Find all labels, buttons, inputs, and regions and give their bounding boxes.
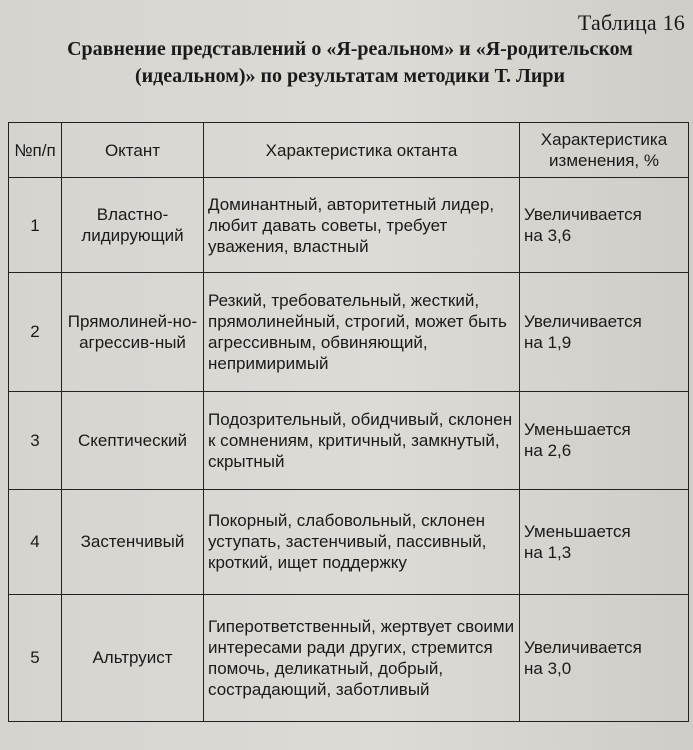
row-num: 4 — [9, 490, 62, 595]
row-num: 2 — [9, 272, 62, 391]
row-characteristic: Подозрительный, обидчивый, склонен к сомнениям, критичный, замкнутый, скрытный — [204, 391, 520, 489]
header-octant: Октант — [62, 123, 204, 178]
row-characteristic: Покорный, слабовольный, склонен уступать, застенчивый, пассивный, кроткий, ищет поддержку — [204, 490, 520, 595]
change-direction: Увеличивается — [524, 311, 642, 331]
change-direction: Увеличивается — [524, 637, 642, 657]
row-octant: Прямолиней-но-агрессив-ный — [62, 272, 204, 391]
row-change — [520, 594, 689, 721]
table-row — [9, 490, 689, 595]
header-num: №п/п — [9, 123, 62, 178]
change-value: на 1,3 — [524, 542, 572, 562]
row-num: 5 — [9, 594, 62, 721]
row-characteristic: Доминантный, авторитетный лидер, любит давать советы, требует уважения, властный — [204, 178, 520, 272]
row-characteristic: Резкий, требовательный, жесткий, прямолинейный, строгий, может быть агрессивным, обвиняющий, непримиримый — [204, 272, 520, 391]
table-label: Таблица 16 — [577, 10, 685, 35]
row-octant: Властно-лидирующий — [62, 178, 204, 272]
change-value: на 3,6 — [524, 226, 572, 246]
row-octant: Застенчивый — [62, 490, 204, 595]
change-value: на 3,0 — [524, 658, 572, 678]
row-num: 1 — [9, 178, 62, 272]
row-characteristic: Гиперответственный, жертвует своими интересами ради других, стремится помочь, деликатный, добрый, сострадающий, заботливый — [204, 594, 520, 721]
row-change — [520, 490, 689, 595]
row-octant: Скептический — [62, 391, 204, 489]
change-direction: Уменьшается — [524, 420, 631, 440]
change-direction: Увеличивается — [524, 205, 642, 225]
header-characteristic: Характеристика октанта — [204, 123, 520, 178]
header-change: Характеристика изменения, % — [520, 123, 689, 178]
row-octant: Альтруист — [62, 594, 204, 721]
comparison-table — [8, 122, 689, 722]
table-title: Сравнение представлений о «Я-реальном» и «Я-родительском (идеальном)» по результатам методики Т. Лири — [67, 38, 633, 87]
row-change — [520, 178, 689, 272]
table-row — [9, 391, 689, 489]
row-change — [520, 391, 689, 489]
table-header-row — [9, 123, 689, 178]
change-value: на 1,9 — [524, 332, 572, 352]
table-row — [9, 594, 689, 721]
change-direction: Уменьшается — [524, 521, 631, 541]
row-num: 3 — [9, 391, 62, 489]
table-row — [9, 178, 689, 272]
change-value: на 2,6 — [524, 441, 572, 461]
table-row — [9, 272, 689, 391]
row-change — [520, 272, 689, 391]
